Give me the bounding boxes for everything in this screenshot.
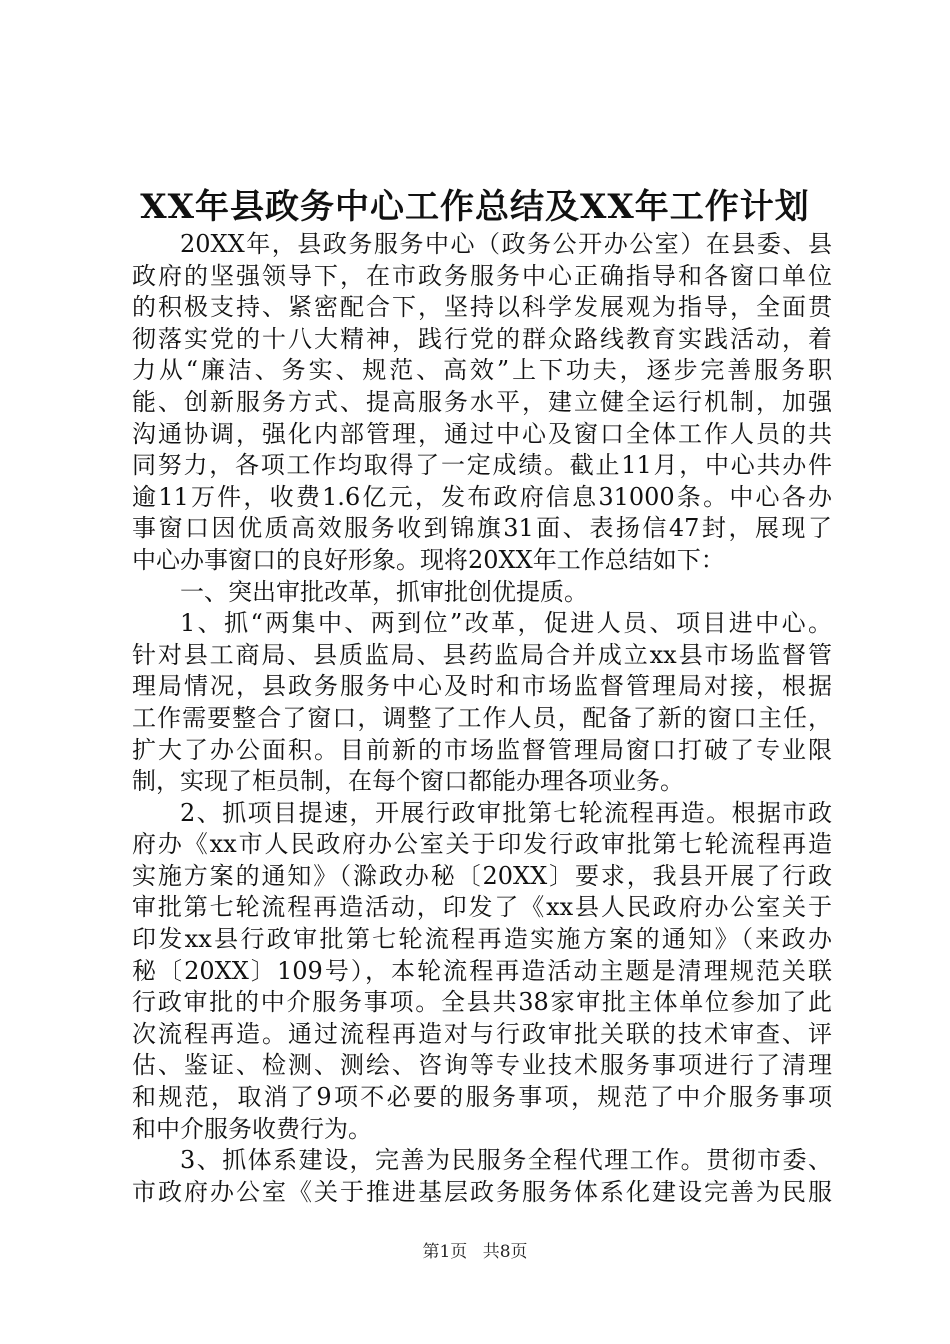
text-line: 3、抓体系建设，完善为民服务全程代理工作。贯彻市委、 [180,1146,832,1175]
text-line: 行政审批的中介服务事项。全县共38家审批主体单位参加了此 [132,988,832,1017]
page-footer [0,1240,950,1264]
text-line: 政府的坚强领导下，在市政务服务中心正确指导和各窗口单位 [132,261,832,290]
text-line: 能、创新服务方式、提高服务水平，建立健全运行机制，加强 [132,387,832,416]
text-line: 力从“廉洁、务实、规范、高效”上下功夫，逐步完善服务职 [132,356,832,385]
text-line: 彻落实党的十八大精神，践行党的群众路线教育实践活动，着 [132,324,832,353]
text-line: 印发xx县行政审批第七轮流程再造实施方案的通知》（来政办 [132,925,832,954]
text-line: 府办《xx市人民政府办公室关于印发行政审批第七轮流程再造 [132,830,832,859]
text-line: 工作需要整合了窗口，调整了工作人员，配备了新的窗口主任， [132,703,832,732]
text-line: 制，实现了柜员制，在每个窗口都能办理各项业务。 [132,767,684,796]
text-line: 次流程再造。通过流程再造对与行政审批关联的技术审查、评 [132,1019,832,1048]
text-line: 审批第七轮流程再造活动，印发了《xx县人民政府办公室关于 [132,893,832,922]
text-line: 和规范，取消了9项不必要的服务事项，规范了中介服务事项 [132,1083,832,1112]
page-total: 共8页 [482,1242,528,1262]
text-line: 一、突出审批改革，抓审批创优提质。 [180,577,588,606]
text-line: 事窗口因优质高效服务收到锦旗31面、表扬信47封，展现了 [132,514,832,543]
text-line: 2、抓项目提速，开展行政审批第七轮流程再造。根据市政 [180,798,832,827]
text-line: 的积极支持、紧密配合下，坚持以科学发展观为指导，全面贯 [132,293,832,322]
text-line: 1、抓“两集中、两到位”改革，促进人员、项目进中心。 [180,609,832,638]
text-line: 同努力，各项工作均取得了一定成绩。截止11月，中心共办件 [132,451,832,480]
text-line: 实施方案的通知》（滁政办秘〔20XX〕要求，我县开展了行政 [132,861,832,890]
text-line: 中心办事窗口的良好形象。现将20XX年工作总结如下： [132,545,725,574]
text-line: 逾11万件，收费1.6亿元，发布政府信息31000条。中心各办 [132,482,832,511]
page-number: 第1页 [422,1242,468,1262]
text-line: 扩大了办公面积。目前新的市场监督管理局窗口打破了专业限 [132,735,832,764]
text-line: 市政府办公室《关于推进基层政务服务体系化建设完善为民服 [132,1177,832,1206]
text-line: 沟通协调，强化内部管理，通过中心及窗口全体工作人员的共 [132,419,832,448]
document-title: XX年县政务中心工作总结及XX年工作计划 [140,187,810,227]
document-body [132,229,832,1208]
text-line: 估、鉴证、检测、测绘、咨询等专业技术服务事项进行了清理 [132,1051,832,1080]
text-line: 理局情况，县政务服务中心及时和市场监督管理局对接，根据 [132,672,832,701]
text-line: 和中介服务收费行为。 [132,1114,372,1143]
text-line: 20XX年，县政务服务中心（政务公开办公室）在县委、县 [180,230,832,258]
text-line: 针对县工商局、县质监局、县药监局合并成立xx县市场监督管 [132,640,832,669]
text-line: 秘〔20XX〕109号），本轮流程再造活动主题是清理规范关联 [132,956,832,985]
